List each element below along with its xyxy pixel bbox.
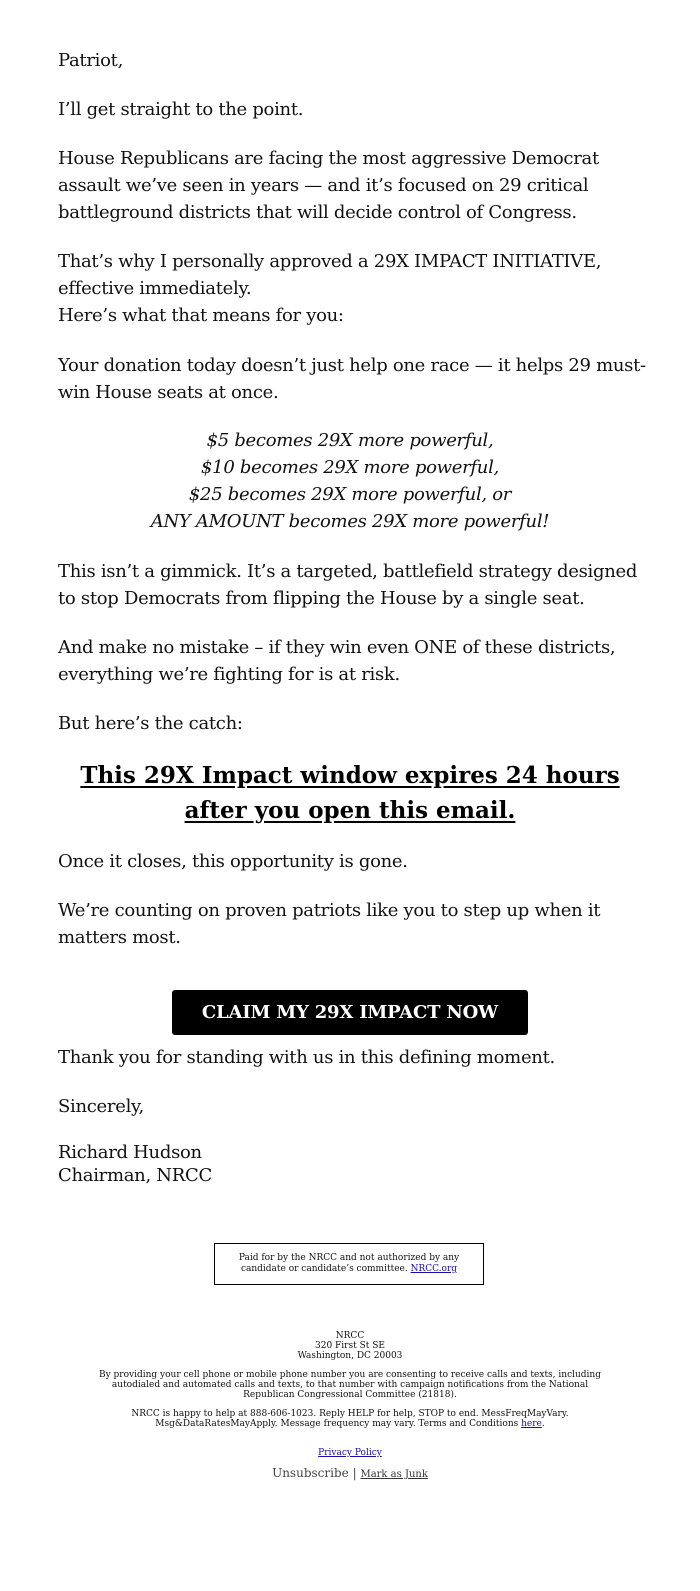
sms-consent: By providing your cell phone or mobile phone number you are consenting to receive calls and texts, including autodialed and automated calls and texts, to that number with campaign notifications from the National Republican Congressional Committee (21818). [98,1370,601,1400]
paragraph-initiative [58,248,648,329]
headline-line: This 29X Impact window expires 24 hours [80,762,620,789]
amount-line: $10 becomes 29X more powerful, [201,457,499,478]
amount-list [0,427,700,535]
amount-line: $5 becomes 29X more powerful, [206,430,494,451]
mailing-address [0,1331,700,1361]
signer-name: Richard Hudson [58,1142,202,1163]
org-name: NRCC [335,1331,365,1341]
greeting: Patriot, [58,50,124,71]
paragraph-thanks: Thank you for standing with us in this defining moment. [58,1047,555,1068]
paragraph-assault: House Republicans are facing the most aggressive Democrat assault we’ve seen in years — and it’s focused on 29 critical battleground districts that will decide control of Congress. [58,148,599,223]
paragraph-strategy: This isn’t a gimmick. It’s a targeted, battlefield strategy designed to stop Democrats from flipping the House by a single seat. [58,561,638,609]
unsubscribe-row [0,1466,700,1480]
initiative-line: That’s why I personally approved a 29X IMPACT INITIATIVE, effective immediately. [58,251,602,299]
privacy-row [0,1448,700,1458]
amount-line: $25 becomes 29X more powerful, or [188,484,512,505]
paragraph-intro: I’ll get straight to the point. [58,99,304,120]
paragraph-donation: Your donation today doesn’t just help one race — it helps 29 must-win House seats at once. [58,355,646,403]
initiative-subline: Here’s what that means for you: [58,305,344,326]
paragraph-catch: But here’s the catch: [58,713,243,734]
separator: | [352,1466,357,1480]
help-text-block: NRCC is happy to help at 888-606-1023. Reply HELP for help, STOP to end. MessFreqMayVary. Msg&DataRatesMayApply. Message frequency may vary. Terms and Conditions here. [131,1409,569,1429]
claim-impact-button[interactable]: CLAIM MY 29X IMPACT NOW [172,990,528,1035]
address-city: Washington, DC 20003 [297,1351,403,1361]
address-street: 320 First St SE [315,1341,385,1351]
paragraph-counting: We’re counting on proven patriots like you to step up when it matters most. [58,900,601,948]
paragraph-risk: And make no mistake – if they win even ONE of these districts, everything we’re fighting for is at risk. [58,637,616,685]
help-text: NRCC is happy to help at 888-606-1023. Reply HELP for help, STOP to end. MessFreqMayVary. Msg&DataRatesMayApply. Message frequency may vary. Terms and Conditions [131,1409,569,1429]
paid-for-disclaimer [214,1243,484,1285]
nrcc-org-link[interactable]: NRCC.org [410,1264,458,1274]
deadline-headline [0,758,700,828]
terms-link[interactable]: here [521,1419,542,1429]
privacy-policy-link[interactable]: Privacy Policy [318,1448,382,1458]
signer-title: Chairman, NRCC [58,1165,212,1186]
amount-line: ANY AMOUNT becomes 29X more powerful! [150,511,550,532]
signature [58,1141,648,1187]
paragraph-closes: Once it closes, this opportunity is gone. [58,851,408,872]
headline-line: after you open this email. [184,797,516,824]
mark-as-junk-link[interactable]: Mark as Junk [360,1469,428,1480]
closing: Sincerely, [58,1096,144,1117]
unsubscribe-link[interactable]: Unsubscribe [272,1466,349,1480]
disclaimer-text: Paid for by the NRCC and not authorized by any candidate or candidate’s committee. [238,1253,460,1274]
